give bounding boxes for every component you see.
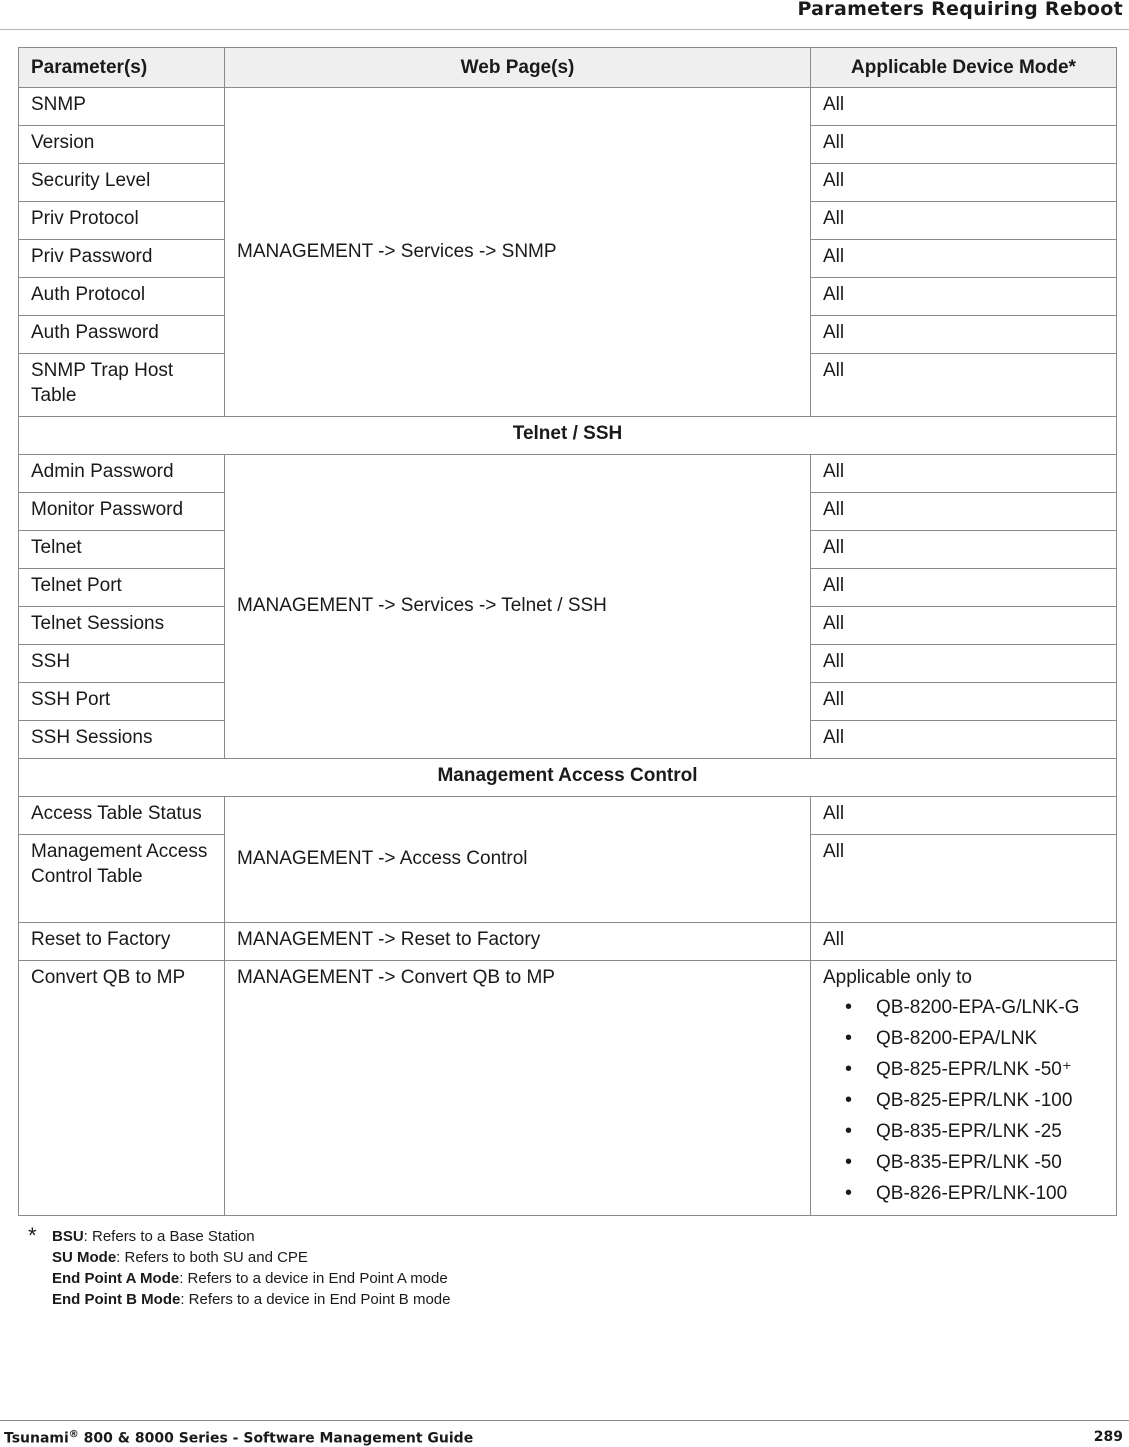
- param-cell: Admin Password: [19, 455, 225, 493]
- param-cell: Security Level: [19, 164, 225, 202]
- param-cell: SSH Sessions: [19, 721, 225, 759]
- list-item: • QB-8200-EPA/LNK: [845, 1023, 1104, 1054]
- mode-cell: All: [811, 835, 1117, 923]
- mode-cell: All: [811, 455, 1117, 493]
- web-page-cell: MANAGEMENT -> Reset to Factory: [225, 923, 811, 961]
- list-item: • QB-835-EPR/LNK -50: [845, 1147, 1104, 1178]
- mode-cell: All: [811, 126, 1117, 164]
- param-cell: Reset to Factory: [19, 923, 225, 961]
- param-cell: Auth Password: [19, 316, 225, 354]
- param-cell: SNMP Trap Host Table: [19, 354, 225, 417]
- list-item: • QB-826-EPR/LNK-100: [845, 1178, 1104, 1209]
- column-header-parameters: Parameter(s): [19, 48, 225, 88]
- param-cell: Version: [19, 126, 225, 164]
- web-page-cell: MANAGEMENT -> Services -> SNMP: [225, 88, 811, 417]
- param-cell: SNMP: [19, 88, 225, 126]
- mode-cell: All: [811, 531, 1117, 569]
- footnote-line: [34, 1226, 450, 1247]
- param-cell: SSH: [19, 645, 225, 683]
- footer-document-title: [4, 1429, 473, 1447]
- registered-mark: ®: [68, 1429, 79, 1440]
- mode-cell: All: [811, 164, 1117, 202]
- mode-cell: All: [811, 797, 1117, 835]
- footnote-star: *: [28, 1223, 37, 1248]
- web-page-cell: MANAGEMENT -> Access Control: [225, 797, 811, 923]
- mode-cell: All: [811, 569, 1117, 607]
- footnote-line: [34, 1289, 450, 1310]
- mode-cell: All: [811, 923, 1117, 961]
- mode-cell: All: [811, 493, 1117, 531]
- mode-cell: All: [811, 316, 1117, 354]
- table-row: [19, 797, 1117, 835]
- footnote-text: : Refers to a device in End Point A mode: [179, 1270, 448, 1287]
- footnote-text: : Refers to both SU and CPE: [116, 1249, 308, 1266]
- footnote: [28, 1223, 451, 1310]
- column-header-device-mode: Applicable Device Mode*: [811, 48, 1117, 88]
- param-cell: SSH Port: [19, 683, 225, 721]
- web-page-cell: MANAGEMENT -> Convert QB to MP: [225, 961, 811, 1216]
- footer-divider: [0, 1420, 1129, 1421]
- mode-cell: All: [811, 607, 1117, 645]
- param-cell: Monitor Password: [19, 493, 225, 531]
- page-header-title: Parameters Requiring Reboot: [797, 0, 1123, 20]
- footer-brand: Tsunami: [4, 1430, 69, 1447]
- param-cell: Priv Protocol: [19, 202, 225, 240]
- model-list: [823, 992, 1104, 1209]
- mode-cell: All: [811, 240, 1117, 278]
- mode-cell: All: [811, 683, 1117, 721]
- mode-cell: All: [811, 88, 1117, 126]
- table-header-row: [19, 48, 1117, 88]
- param-cell: Telnet Sessions: [19, 607, 225, 645]
- section-title-management-access-control: Management Access Control: [19, 759, 1117, 797]
- web-page-cell: MANAGEMENT -> Services -> Telnet / SSH: [225, 455, 811, 759]
- table-row: [19, 455, 1117, 493]
- list-item: • QB-835-EPR/LNK -25: [845, 1116, 1104, 1147]
- table-row: [19, 923, 1117, 961]
- param-cell: Auth Protocol: [19, 278, 225, 316]
- mode-cell: All: [811, 721, 1117, 759]
- param-cell: Management Access Control Table: [19, 835, 225, 923]
- param-cell: Telnet: [19, 531, 225, 569]
- footnote-term: End Point A Mode: [52, 1270, 180, 1287]
- footnote-text: : Refers to a device in End Point B mode: [180, 1291, 451, 1308]
- param-cell: Telnet Port: [19, 569, 225, 607]
- param-cell: Priv Password: [19, 240, 225, 278]
- mode-cell: All: [811, 278, 1117, 316]
- param-cell: Convert QB to MP: [19, 961, 225, 1216]
- footnote-term: SU Mode: [52, 1249, 117, 1266]
- mode-cell: All: [811, 202, 1117, 240]
- column-header-web-pages: Web Page(s): [225, 48, 811, 88]
- footnote-term: BSU: [52, 1228, 84, 1245]
- reboot-parameters-table: [18, 47, 1117, 1216]
- list-item: • QB-825-EPR/LNK -50⁺: [845, 1054, 1104, 1085]
- table-row: [19, 88, 1117, 126]
- mode-cell: All: [811, 645, 1117, 683]
- list-item: • QB-825-EPR/LNK -100: [845, 1085, 1104, 1116]
- footer-guide-name: 800 & 8000 Series - Software Management Guide: [78, 1430, 474, 1447]
- section-row: [19, 759, 1117, 797]
- footnote-term: End Point B Mode: [52, 1291, 181, 1308]
- footnote-text: : Refers to a Base Station: [83, 1228, 255, 1245]
- mode-cell: [811, 961, 1117, 1216]
- mode-cell: All: [811, 354, 1117, 417]
- footnote-line: [34, 1247, 450, 1268]
- header-divider: [0, 29, 1129, 30]
- page-number: 289: [1093, 1429, 1123, 1445]
- table-row: [19, 961, 1117, 1216]
- param-cell: Access Table Status: [19, 797, 225, 835]
- footnote-line: [34, 1268, 450, 1289]
- section-title-telnet-ssh: Telnet / SSH: [19, 417, 1117, 455]
- section-row: [19, 417, 1117, 455]
- mode-intro: Applicable only to: [823, 967, 972, 988]
- list-item: • QB-8200-EPA-G/LNK-G: [845, 992, 1104, 1023]
